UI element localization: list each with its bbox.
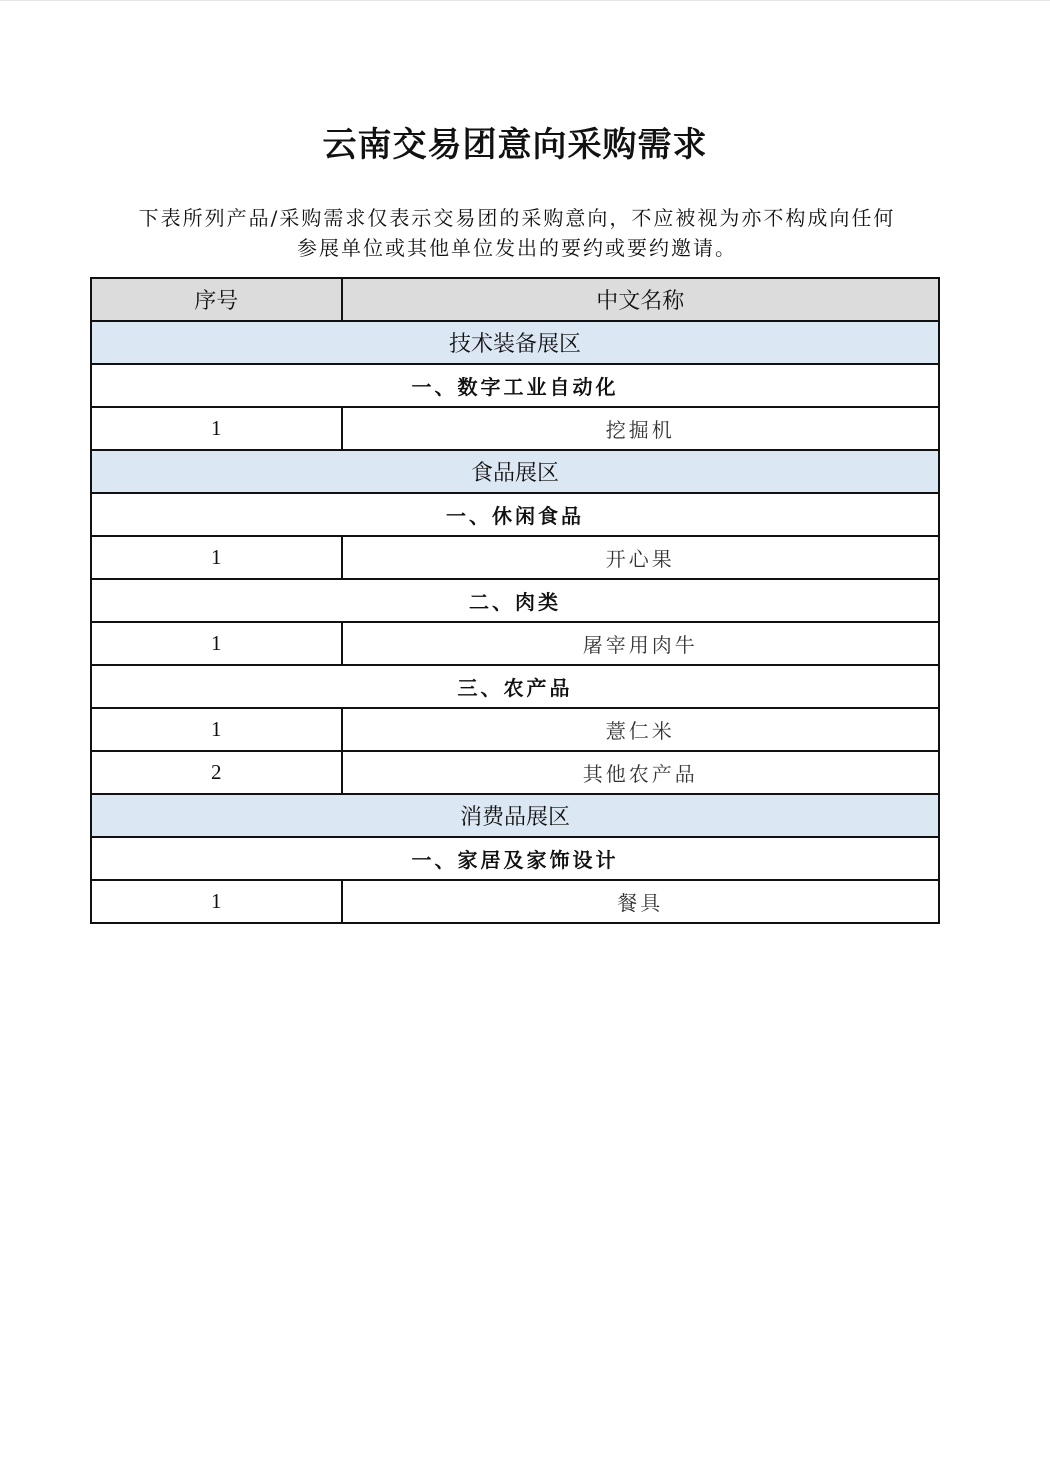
zone-name: 食品展区 <box>91 450 939 493</box>
table-row <box>91 407 939 450</box>
category-name: 一、家居及家饰设计 <box>91 837 939 880</box>
item-number: 1 <box>91 880 342 923</box>
zone-row <box>91 794 939 837</box>
item-name: 餐具 <box>342 880 939 923</box>
page-top-rule <box>0 0 1050 1</box>
category-row <box>91 493 939 536</box>
zone-row <box>91 321 939 364</box>
header-chinese-name: 中文名称 <box>342 278 939 321</box>
item-number: 1 <box>91 708 342 751</box>
procurement-table <box>90 277 940 924</box>
table-row <box>91 880 939 923</box>
category-row <box>91 364 939 407</box>
category-row <box>91 837 939 880</box>
table-row <box>91 751 939 794</box>
item-name: 屠宰用肉牛 <box>342 622 939 665</box>
disclaimer-line: 下表所列产品/采购需求仅表示交易团的采购意向，不应被视为亦不构成向任何 <box>138 206 896 230</box>
disclaimer-line: 参展单位或其他单位发出的要约或要约邀请。 <box>297 236 737 260</box>
table-header-row <box>91 278 939 321</box>
item-name: 挖掘机 <box>342 407 939 450</box>
category-name: 一、数字工业自动化 <box>91 364 939 407</box>
disclaimer-notice <box>96 203 938 263</box>
item-name: 开心果 <box>342 536 939 579</box>
header-serial-number: 序号 <box>91 278 342 321</box>
table-row <box>91 536 939 579</box>
item-number: 1 <box>91 622 342 665</box>
zone-name: 技术装备展区 <box>91 321 939 364</box>
item-number: 1 <box>91 536 342 579</box>
zone-name: 消费品展区 <box>91 794 939 837</box>
category-row <box>91 665 939 708</box>
category-name: 一、休闲食品 <box>91 493 939 536</box>
category-row <box>91 579 939 622</box>
item-number: 2 <box>91 751 342 794</box>
document-title: 云南交易团意向采购需求 <box>322 125 708 165</box>
table-row <box>91 622 939 665</box>
item-name: 薏仁米 <box>342 708 939 751</box>
category-name: 三、农产品 <box>91 665 939 708</box>
item-name: 其他农产品 <box>342 751 939 794</box>
category-name: 二、肉类 <box>91 579 939 622</box>
item-number: 1 <box>91 407 342 450</box>
zone-row <box>91 450 939 493</box>
table-row <box>91 708 939 751</box>
